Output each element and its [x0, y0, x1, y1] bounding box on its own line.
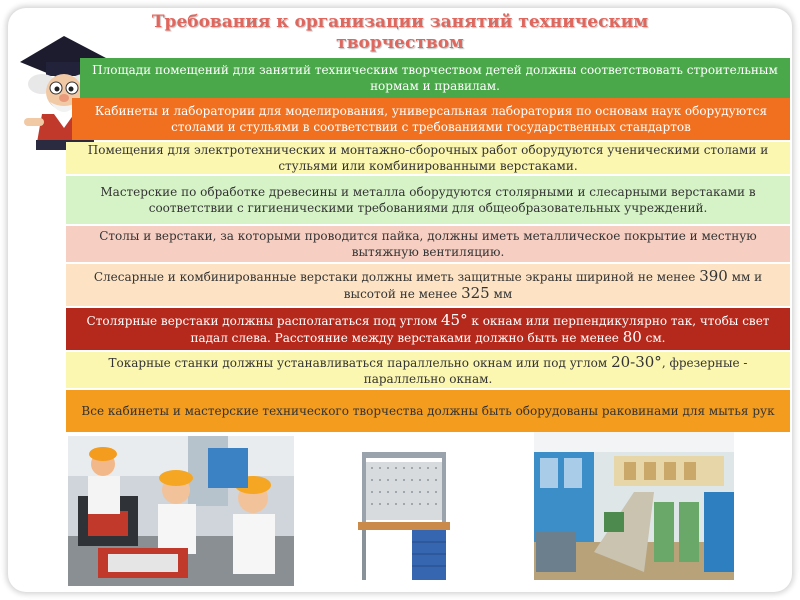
requirement-text: Площади помещений для занятий техническим творчеством детей должны соответствовать строительным нормам и правилам. — [92, 63, 778, 93]
requirement-row-7 — [66, 308, 790, 350]
screen-height-value: 325 — [461, 284, 490, 302]
requirement-row-4 — [66, 176, 790, 224]
requirement-row-9 — [66, 390, 790, 432]
screen-width-value: 390 — [699, 267, 728, 285]
angle-value: 45° — [440, 311, 468, 329]
requirement-row-2 — [72, 98, 790, 140]
requirement-text: Кабинеты и лаборатории для моделирования, универсальная лаборатория по основам наук оборудуются столами и стульями в соответствии с требованиями государственных стандартов — [94, 104, 768, 134]
lathe-angle-value: 20-30° — [611, 352, 662, 371]
slide-title: Требования к организации занятий техническим творчеством — [151, 12, 649, 53]
requirement-row-3 — [66, 142, 790, 174]
requirement-text: Слесарные и комбинированные верстаки должны иметь защитные экраны шириной не менее 390 мм и высотой не менее 325 мм — [93, 267, 763, 302]
requirement-text: Столярные верстаки должны располагаться под углом 45° к окнам или перпендикулярно так, чтобы свет падал слева. Расстояние между верстаками должно быть не менее 80 см. — [86, 311, 770, 346]
requirement-text: Помещения для электротехнических и монтажно-сборочных работ оборудуются ученическими столами и стульями или комбинированными верстаками. — [87, 143, 769, 173]
distance-value: 80 — [622, 328, 642, 346]
children-workshop-photo — [68, 436, 294, 586]
requirement-row-6 — [66, 264, 790, 306]
requirement-text: Токарные станки должны устанавливаться параллельно окнам или под углом 20-30°, фрезерные - параллельно окнам. — [108, 352, 748, 386]
workbench-photo — [356, 448, 452, 582]
requirement-row-8 — [66, 352, 790, 388]
requirement-row-5 — [66, 226, 790, 262]
workshop-classroom-photo — [534, 432, 734, 580]
requirement-text: Все кабинеты и мастерские технического творчества должны быть оборудованы раковинами для мытья рук — [81, 404, 775, 418]
requirement-row-1 — [80, 58, 790, 98]
requirement-text: Мастерские по обработке древесины и металла оборудуются столярными и слесарными верстаками в соответствии с гигиеническими требованиями для общеобразовательных учреждений. — [100, 185, 756, 215]
requirement-text: Столы и верстаки, за которыми проводится пайка, должны иметь металлическое покрытие и местную вытяжную вентиляцию. — [99, 229, 757, 259]
